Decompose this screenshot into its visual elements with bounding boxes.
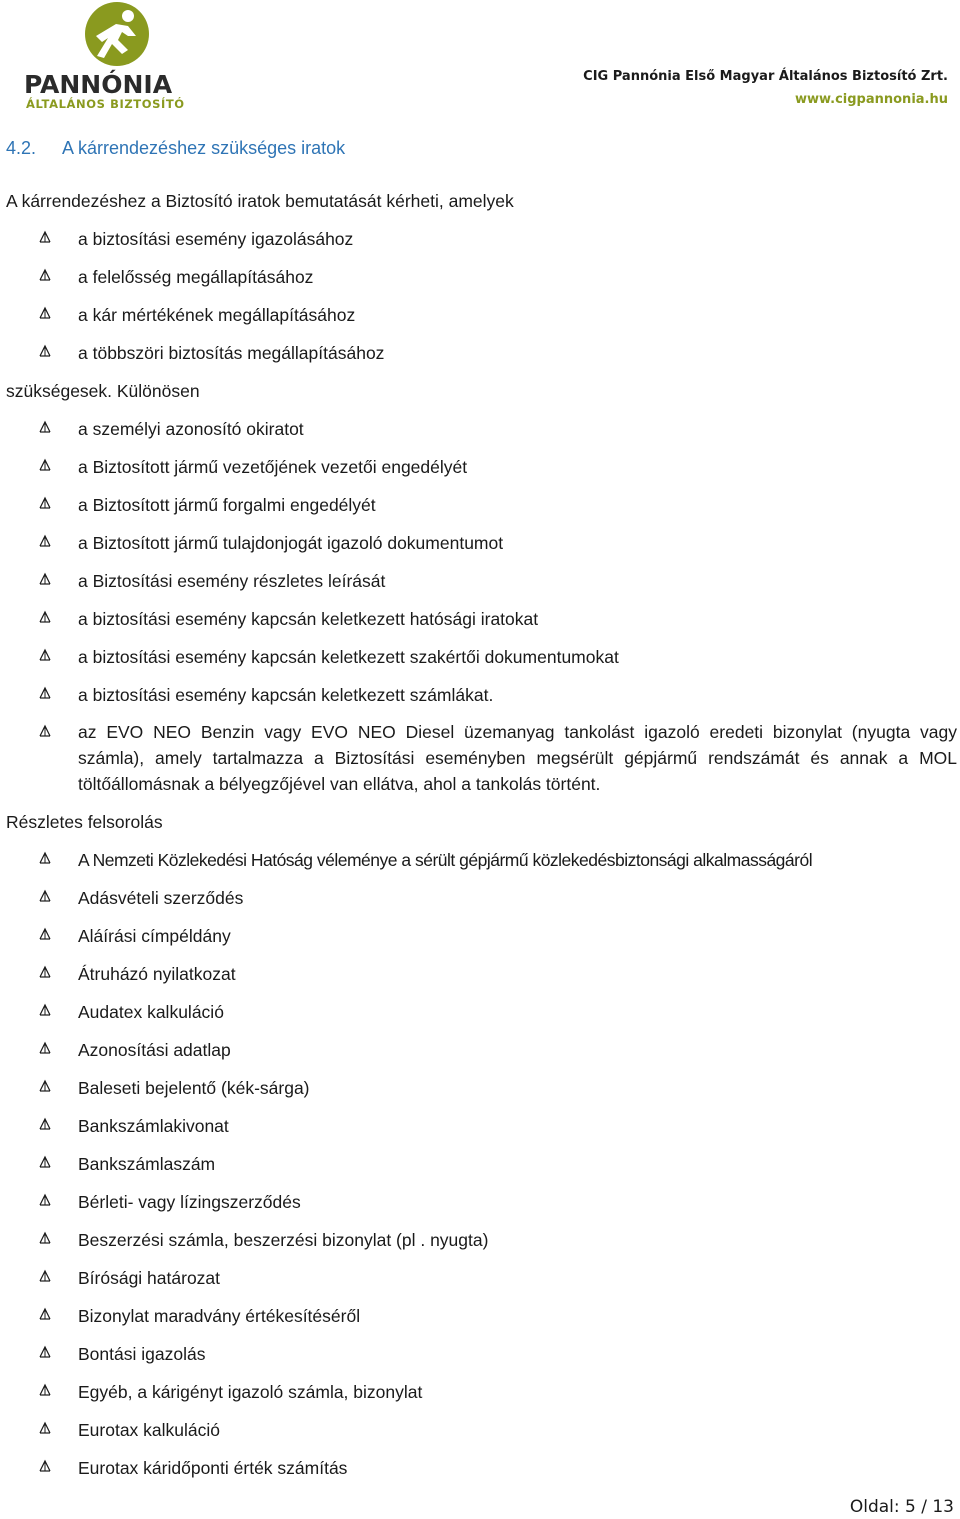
company-logo (24, 2, 210, 110)
list-item-label: Bontási igazolás (78, 1344, 206, 1364)
list-item-label: a Biztosított jármű tulajdonjogát igazoló dokumentumot (78, 533, 504, 553)
logo-tagline: ÁLTALÁNOS BIZTOSÍTÓ (26, 97, 185, 111)
outline-triangle-bullet-icon (38, 965, 52, 979)
list-item-label: a Biztosítási esemény részletes leírását (78, 571, 386, 591)
list-item-label: Beszerzési számla, beszerzési bizonylat (pl . nyugta) (78, 1230, 489, 1250)
list-item-label: a Biztosított jármű vezetőjének vezetői engedélyét (78, 457, 468, 477)
list-item-label: Azonosítási adatlap (78, 1040, 231, 1060)
list-item-label: a kár mértékének megállapításához (78, 305, 356, 325)
list-item-label: Adásvételi szerződés (78, 888, 244, 908)
detailed-heading: Részletes felsorolás (6, 812, 163, 832)
outline-triangle-bullet-icon (38, 927, 52, 941)
list-item-label: a biztosítási esemény igazolásához (78, 229, 354, 249)
list-item-label: Egyéb, a kárigényt igazoló számla, bizonylat (78, 1382, 423, 1402)
list-item-label: Bankszámlakivonat (78, 1116, 229, 1136)
outline-triangle-bullet-icon (38, 458, 52, 472)
outline-triangle-bullet-icon (38, 1003, 52, 1017)
outline-triangle-bullet-icon (38, 1383, 52, 1397)
list-item-label: Bankszámlaszám (78, 1154, 216, 1174)
logo-wordmark: PANNÓNIA (24, 70, 173, 99)
list-item-label: a személyi azonosító okiratot (78, 419, 304, 439)
list-item-label: Eurotax kalkuláció (78, 1420, 221, 1440)
outline-triangle-bullet-icon (38, 420, 52, 434)
list-item-label: Bírósági határozat (78, 1268, 221, 1288)
outline-triangle-bullet-icon (38, 1041, 52, 1055)
outline-triangle-bullet-icon (38, 724, 52, 738)
outline-triangle-bullet-icon (38, 496, 52, 510)
list-item-label: a többszöri biztosítás megállapításához (78, 343, 385, 363)
outline-triangle-bullet-icon (38, 306, 52, 320)
outline-triangle-bullet-icon (38, 851, 52, 865)
company-name: CIG Pannónia Első Magyar Általános Biztosító Zrt. (583, 69, 948, 84)
list-item-label: Baleseti bejelentő (kék-sárga) (78, 1078, 310, 1098)
outline-triangle-bullet-icon (38, 1421, 52, 1435)
list-item-label: A Nemzeti Közlekedési Hatóság véleménye a sérült gépjármű közlekedésbiztonsági alkalmasságáról (78, 850, 813, 870)
outline-triangle-bullet-icon (38, 610, 52, 624)
outline-triangle-bullet-icon (38, 230, 52, 244)
list-item-label: Audatex kalkuláció (78, 1002, 224, 1022)
list-item-label: Eurotax káridőponti érték számítás (78, 1458, 348, 1478)
outline-triangle-bullet-icon (38, 1307, 52, 1321)
fuel-receipt-item: az EVO NEO Benzin vagy EVO NEO Diesel üzemanyag tankolást igazoló eredeti bizonylat (nyugta vagy számla), amely tartalmazza a Biztosítási eseményben megsérült gépjármű rendszámát és annak a MOL töltőállomásnak a bélyegzőjével van ellátva, ahol a tankolás történt. (78, 722, 957, 794)
outline-triangle-bullet-icon (38, 686, 52, 700)
outline-triangle-bullet-icon (38, 1345, 52, 1359)
list-item-label: a biztosítási esemény kapcsán keletkezett hatósági iratokat (78, 609, 539, 629)
outline-triangle-bullet-icon (38, 1193, 52, 1207)
intro-paragraph: A kárrendezéshez a Biztosító iratok bemutatását kérheti, amelyek (6, 191, 514, 211)
section-number: 4.2. (6, 138, 37, 158)
list-item-label: Aláírási címpéldány (78, 926, 231, 946)
outline-triangle-bullet-icon (38, 1079, 52, 1093)
outline-triangle-bullet-icon (38, 344, 52, 358)
outline-triangle-bullet-icon (38, 648, 52, 662)
page-header (0, 0, 960, 120)
list-item-label: Átruházó nyilatkozat (78, 964, 236, 984)
website-link[interactable]: www.cigpannonia.hu (794, 92, 948, 107)
list-item-label: Bérleti- vagy lízingszerződés (78, 1192, 301, 1212)
particularly-paragraph: szükségesek. Különösen (6, 381, 200, 401)
list-item-label: Bizonylat maradvány értékesítéséről (78, 1306, 361, 1326)
page-number: Oldal: 5 / 13 (849, 1497, 954, 1517)
list-item-label: a felelősség megállapításához (78, 267, 314, 287)
outline-triangle-bullet-icon (38, 534, 52, 548)
outline-triangle-bullet-icon (38, 889, 52, 903)
list-item-label: a biztosítási esemény kapcsán keletkezett szakértői dokumentumokat (78, 647, 619, 667)
outline-triangle-bullet-icon (38, 1155, 52, 1169)
runner-emblem-icon (24, 2, 210, 72)
outline-triangle-bullet-icon (38, 1459, 52, 1473)
list-item-label: a biztosítási esemény kapcsán keletkezett számlákat. (78, 685, 494, 705)
outline-triangle-bullet-icon (38, 1117, 52, 1131)
list-item-label: a Biztosított jármű forgalmi engedélyét (78, 495, 376, 515)
section-heading (6, 137, 345, 159)
outline-triangle-bullet-icon (38, 572, 52, 586)
section-title: A kárrendezéshez szükséges iratok (62, 138, 346, 158)
outline-triangle-bullet-icon (38, 1231, 52, 1245)
outline-triangle-bullet-icon (38, 1269, 52, 1283)
outline-triangle-bullet-icon (38, 268, 52, 282)
